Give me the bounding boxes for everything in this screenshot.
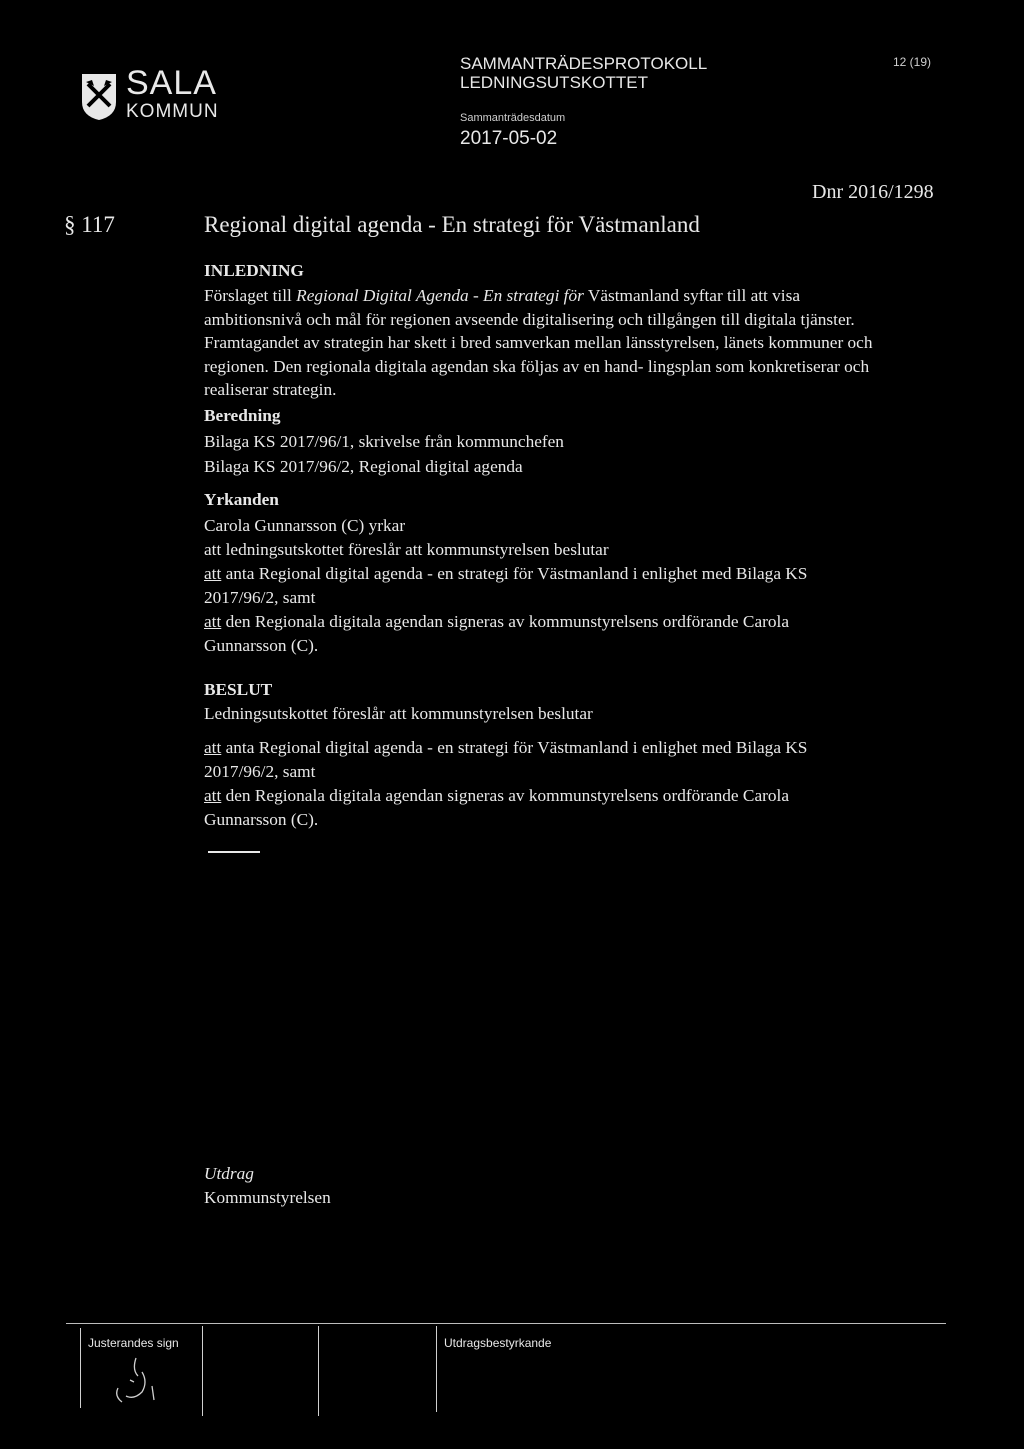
yrkanden-item-2-cont: Gunnarsson (C). xyxy=(204,636,319,655)
footer-divider xyxy=(80,1328,81,1408)
end-of-section-rule xyxy=(208,851,260,853)
beslut-item-2: att den Regionala digitala agendan signeras av kommunstyrelsens ordförande Carola xyxy=(204,786,789,805)
inledning-paragraph: Förslaget till Regional Digital Agenda - En strategi för Västmanland syftar till att visa ambitionsnivå och mål för regionen avseende digitalisering och tillgången till digitala tjänster. Framtagandet av strategin har skett i bred samverkan mellan länsstyrelsen, länets kommuner och regionen. Den regionala digitala agendan ska följas av en hand- lingsplan som konkretiserar och realiserar strategin. xyxy=(204,286,873,400)
yrkanden-intro: att ledningsutskottet föreslår att kommunstyrelsen beslutar xyxy=(204,540,609,559)
handwritten-initials-icon xyxy=(108,1352,168,1408)
utdrag-label: Utdrag xyxy=(204,1164,254,1183)
beslut-intro: Ledningsutskottet föreslår att kommunstyrelsen beslutar xyxy=(204,704,593,723)
page-number: 12 (19) xyxy=(893,55,932,69)
beredning-line: Bilaga KS 2017/96/1, skrivelse från kommunchefen xyxy=(204,432,564,451)
municipality-logo xyxy=(80,66,240,132)
yrkanden-item-2: att den Regionala digitala agendan signeras av kommunstyrelsens ordförande Carola xyxy=(204,612,789,631)
meeting-date-label: Sammanträdesdatum xyxy=(460,112,566,124)
beslut-heading: BESLUT xyxy=(204,680,273,699)
footer-divider xyxy=(436,1326,437,1412)
document-type: SAMMANTRÄDESPROTOKOLL xyxy=(460,54,708,73)
case-number: Dnr 2016/1298 xyxy=(812,181,934,203)
section-title: Regional digital agenda - En strategi för Västmanland xyxy=(204,212,700,237)
logo-sala-text: SALA xyxy=(126,64,217,102)
beredning-line: Bilaga KS 2017/96/2, Regional digital agenda xyxy=(204,457,523,476)
yrkanden-proposer: Carola Gunnarsson (C) yrkar xyxy=(204,516,406,535)
inledning-heading: INLEDNING xyxy=(204,261,304,280)
yrkanden-item-1: att anta Regional digital agenda - en strategi för Västmanland i enlighet med Bilaga KS xyxy=(204,564,808,583)
yrkanden-item-1-cont: 2017/96/2, samt xyxy=(204,588,316,607)
yrkanden-heading: Yrkanden xyxy=(204,490,279,509)
footer-divider xyxy=(318,1326,319,1416)
footer-divider xyxy=(202,1326,203,1416)
utdrag-recipient: Kommunstyrelsen xyxy=(204,1188,331,1207)
beslut-item-1-cont: 2017/96/2, samt xyxy=(204,762,316,781)
beredning-heading: Beredning xyxy=(204,406,281,425)
justerandes-sign-label: Justerandes sign xyxy=(88,1336,179,1350)
utdragsbestyrkande-label: Utdragsbestyrkande xyxy=(444,1336,552,1350)
beslut-item-1: att anta Regional digital agenda - en strategi för Västmanland i enlighet med Bilaga KS xyxy=(204,738,808,757)
meeting-date: 2017-05-02 xyxy=(460,128,558,149)
sala-crest-icon xyxy=(80,72,118,122)
logo-kommun-text: KOMMUN xyxy=(126,101,219,122)
beslut-item-2-cont: Gunnarsson (C). xyxy=(204,810,319,829)
footer-rule xyxy=(66,1323,946,1324)
committee-name: LEDNINGSUTSKOTTET xyxy=(460,73,648,92)
paragraph-number: § 117 xyxy=(64,212,115,237)
